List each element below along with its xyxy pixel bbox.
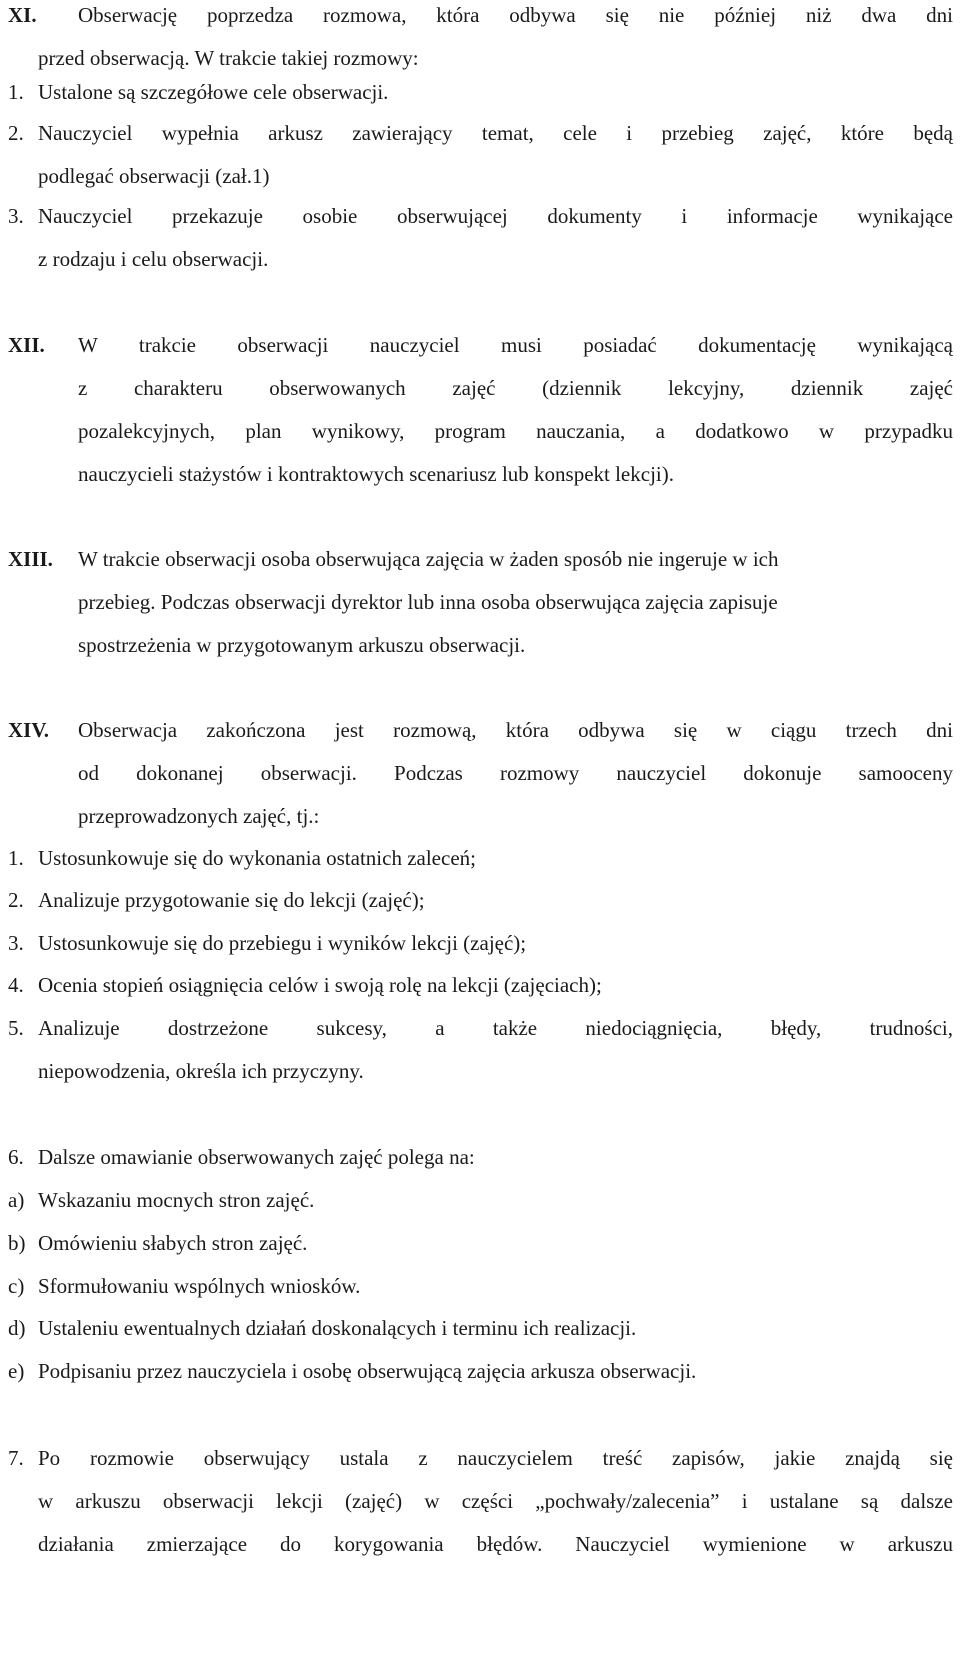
paragraph-line: [0, 409, 960, 453]
text-line: przebieg. Podczas obserwacji dyrektor lub inna osoba obserwująca zajęcia zapisuje: [78, 590, 778, 614]
paragraph-line: [0, 1049, 960, 1093]
text-line: Ocenia stopień osiągnięcia celów i swoją rolę na lekcji (zajęciach);: [38, 973, 602, 997]
text-line: działania zmierzające do korygowania błędów. Nauczyciel wymienione w arkuszu: [38, 1532, 953, 1556]
text-line: W trakcie obserwacji nauczyciel musi posiadać dokumentację wynikającą: [78, 333, 953, 357]
text-line: Analizuje dostrzeżone sukcesy, a także niedociągnięcia, błędy, trudności,: [38, 1016, 953, 1040]
paragraph-line: [0, 1006, 960, 1050]
paragraph-line: [0, 1135, 960, 1179]
paragraph-line: [0, 708, 960, 752]
paragraph-line: [0, 794, 960, 838]
paragraph-line: [0, 154, 960, 198]
text-line: niepowodzenia, określa ich przyczyny.: [38, 1059, 364, 1083]
paragraph-line: [0, 366, 960, 410]
item-label: d): [8, 1316, 26, 1340]
text-line: z charakteru obserwowanych zajęć (dziennik lekcyjny, dziennik zajęć: [78, 376, 953, 400]
paragraph-line: [0, 537, 960, 581]
text-line: pozalekcyjnych, plan wynikowy, program nauczania, a dodatkowo w przypadku: [78, 419, 953, 443]
text-line: z rodzaju i celu obserwacji.: [38, 247, 269, 271]
item-label: 1.: [8, 846, 24, 870]
item-label: 6.: [8, 1145, 24, 1169]
paragraph-line: [0, 0, 960, 37]
paragraph-line: [0, 836, 960, 880]
item-label: c): [8, 1274, 25, 1298]
paragraph-line: [0, 1349, 960, 1393]
paragraph-line: [0, 323, 960, 367]
paragraph-line: [0, 1522, 960, 1566]
text-line: Nauczyciel przekazuje osobie obserwującej dokumenty i informacje wynikające: [38, 204, 953, 228]
text-line: przeprowadzonych zajęć, tj.:: [78, 804, 320, 828]
item-label: 2.: [8, 888, 24, 912]
item-label: XI.: [8, 3, 37, 27]
paragraph-line: [0, 1436, 960, 1480]
paragraph-line: [0, 70, 960, 114]
paragraph-line: [0, 878, 960, 922]
paragraph-line: [0, 111, 960, 155]
item-label: XIV.: [8, 718, 50, 742]
text-line: spostrzeżenia w przygotowanym arkuszu obserwacji.: [78, 633, 526, 657]
item-label: b): [8, 1231, 26, 1255]
text-line: nauczycieli stażystów i kontraktowych scenariusz lub konspekt lekcji).: [78, 462, 674, 486]
text-line: Sformułowaniu wspólnych wniosków.: [38, 1274, 361, 1298]
text-line: w arkuszu obserwacji lekcji (zajęć) w części „pochwały/zalecenia” i ustalane są dalsze: [38, 1489, 953, 1513]
paragraph-line: [0, 1479, 960, 1523]
item-label: 7.: [8, 1446, 24, 1470]
text-line: Obserwację poprzedza rozmowa, która odbywa się nie później niż dwa dni: [78, 3, 953, 27]
paragraph-line: [0, 751, 960, 795]
paragraph-line: [0, 1178, 960, 1222]
paragraph-line: [0, 963, 960, 1007]
paragraph-line: [0, 580, 960, 624]
item-label: 3.: [8, 931, 24, 955]
text-line: Wskazaniu mocnych stron zajęć.: [38, 1188, 315, 1212]
text-line: Po rozmowie obserwujący ustala z nauczycielem treść zapisów, jakie znajdą się: [38, 1446, 953, 1470]
paragraph-line: [0, 921, 960, 965]
paragraph-line: [0, 1221, 960, 1265]
paragraph-line: [0, 1264, 960, 1308]
text-line: podlegać obserwacji (zał.1): [38, 164, 270, 188]
text-line: Obserwacja zakończona jest rozmową, która odbywa się w ciągu trzech dni: [78, 718, 953, 742]
paragraph-line: [0, 452, 960, 496]
text-line: Ustalone są szczegółowe cele obserwacji.: [38, 80, 389, 104]
text-line: Omówieniu słabych stron zajęć.: [38, 1231, 308, 1255]
text-line: Ustosunkowuje się do wykonania ostatnich zaleceń;: [38, 846, 476, 870]
item-label: 2.: [8, 121, 24, 145]
item-label: 5.: [8, 1016, 24, 1040]
text-line: Analizuje przygotowanie się do lekcji (zajęć);: [38, 888, 425, 912]
text-line: W trakcie obserwacji osoba obserwująca zajęcia w żaden sposób nie ingeruje w ich: [78, 547, 779, 571]
paragraph-line: [0, 237, 960, 281]
text-line: Dalsze omawianie obserwowanych zajęć polega na:: [38, 1145, 475, 1169]
paragraph-line: [0, 623, 960, 667]
item-label: 1.: [8, 80, 24, 104]
item-label: XIII.: [8, 547, 53, 571]
item-label: a): [8, 1188, 25, 1212]
item-label: 4.: [8, 973, 24, 997]
text-line: Ustaleniu ewentualnych działań doskonalących i terminu ich realizacji.: [38, 1316, 637, 1340]
text-line: przed obserwacją. W trakcie takiej rozmowy:: [38, 46, 419, 70]
item-label: 3.: [8, 204, 24, 228]
text-line: Podpisaniu przez nauczyciela i osobę obserwującą zajęcia arkusza obserwacji.: [38, 1359, 697, 1383]
text-line: Nauczyciel wypełnia arkusz zawierający temat, cele i przebieg zajęć, które będą: [38, 121, 953, 145]
item-label: e): [8, 1359, 25, 1383]
text-line: od dokonanej obserwacji. Podczas rozmowy nauczyciel dokonuje samooceny: [78, 761, 953, 785]
paragraph-line: [0, 1306, 960, 1350]
paragraph-line: [0, 194, 960, 238]
text-line: Ustosunkowuje się do przebiegu i wyników lekcji (zajęć);: [38, 931, 527, 955]
item-label: XII.: [8, 333, 45, 357]
